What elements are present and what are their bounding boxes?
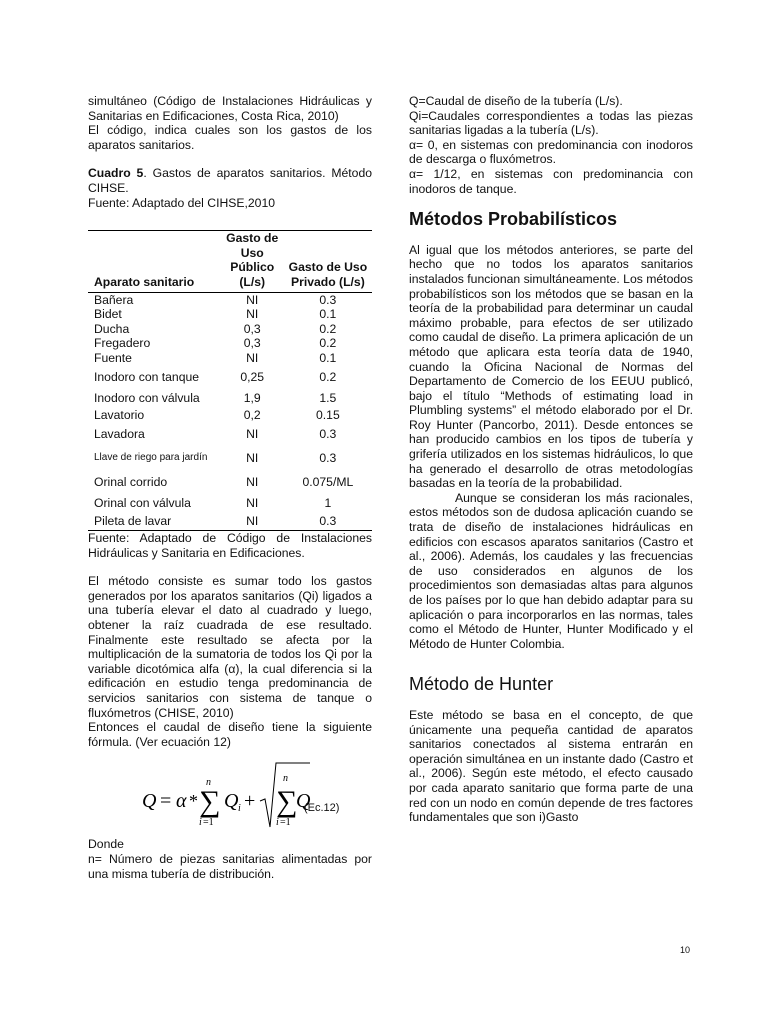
public-flow: 0,3 (243, 336, 261, 351)
public-flow: NI (246, 350, 259, 365)
heading-probabilistic-methods: Métodos Probabilísticos (409, 209, 618, 230)
fixture-name: Bañera (94, 292, 134, 307)
definition-alpha-1-12: α= 1/12, en sistemas con predominancia con inodoros de tanque. (409, 166, 693, 196)
table-row (88, 446, 372, 470)
fixture-name: Fuente (94, 350, 132, 365)
svg-text:=1: =1 (203, 817, 214, 829)
table-header-row (88, 231, 372, 292)
page-number: 10 (680, 945, 691, 955)
fixture-name: Ducha (94, 321, 130, 336)
svg-text:*: * (189, 791, 198, 812)
table-caption (88, 166, 372, 195)
right-column (409, 94, 693, 825)
public-flow: NI (246, 426, 259, 441)
table-row (88, 366, 372, 390)
private-flow: 0.15 (316, 407, 340, 422)
svg-text:α: α (176, 790, 187, 813)
table-row (88, 307, 372, 322)
svg-text:∑: ∑ (276, 785, 298, 819)
table-row (88, 408, 372, 423)
public-flow: 1,9 (243, 391, 261, 406)
paragraph-code: El código, indica cuales son los gastos de los aparatos sanitarios. (88, 123, 372, 152)
svg-text:i: i (238, 803, 241, 815)
private-flow: 0.075/ML (302, 474, 354, 489)
public-flow: 0,25 (240, 370, 265, 385)
left-column (88, 94, 372, 881)
private-flow: 0.2 (319, 370, 337, 385)
header-fixture: Aparato sanitario (94, 274, 195, 289)
fixture-name: Bidet (94, 307, 122, 322)
fixture-name: Pileta de lavar (94, 513, 172, 528)
fixture-name: Lavatorio (94, 407, 145, 422)
paragraph-probabilistic-2: Aunque se consideran los más racionales, estos métodos son de dudosa aplicación cuando se trata de diseño de instalaciones hidráulicas en edificios con escasos aparatos sanitarios (Castro et al., 2006). Además, los caudales y las frecuencias de uso considerados en algunos de los procedimientos son demasiadas altas para algunos de los países por lo que han debido adaptar para su aplicación o para incorporarlos en las normas, tales como el Método de Hunter, Hunter Modificado y el Método de Hunter Colombia. (409, 490, 693, 651)
public-flow: 0,2 (243, 407, 261, 422)
public-flow: NI (246, 450, 259, 465)
svg-text:=1: =1 (280, 817, 291, 829)
public-flow: NI (246, 307, 259, 322)
caption-text: . Gastos de aparatos sanitarios. Método CIHSE. (88, 166, 373, 195)
svg-text:n: n (206, 777, 211, 789)
svg-text:∑: ∑ (199, 785, 221, 819)
svg-text:i: i (199, 817, 202, 829)
paragraph-intro: simultáneo (Código de Instalaciones Hidráulicas y Sanitarias en Edificaciones, Costa Rica, 2010) (88, 94, 372, 123)
private-flow: 0.3 (319, 513, 337, 528)
table-row (88, 351, 372, 366)
fixture-name: Inodoro con válvula (94, 391, 200, 406)
header-public: Gasto de Uso Público (L/s) (226, 231, 279, 289)
fixture-name: Fregadero (94, 336, 151, 351)
table-row (88, 422, 372, 446)
paragraph-method: El método consiste es sumar todo los gastos generados por los aparatos sanitarios (Qi) ligados a una tubería elevar el dato al cuadrado y luego, obtener la raíz cuadrada de ese resultado. Finalmente este resultado se afecta por la multiplicación de la sumatoria de todos los Qi por la variable dicotómica alfa (α), la cual diferencia si la edificación en estudio tenga predominancia de servicios sanitarios con sistema de tanque o fluxómetros (CHISE, 2010) (88, 574, 372, 720)
private-flow: 0.1 (319, 307, 337, 322)
equation-12 (88, 757, 372, 835)
public-flow: NI (246, 513, 259, 528)
fixture-name: Lavadora (94, 426, 145, 441)
caption-label: Cuadro 5 (88, 166, 144, 181)
private-flow: 0.3 (319, 292, 337, 307)
public-flow: NI (246, 495, 259, 510)
private-flow: 0.3 (319, 450, 337, 465)
heading-hunter-method: Método de Hunter (409, 674, 554, 695)
fixtures-table (88, 230, 372, 531)
private-flow: 0.1 (319, 350, 337, 365)
private-flow: 0.2 (319, 321, 337, 336)
paragraph-where: Donde (88, 837, 124, 852)
equation-label: (Ec.12) (304, 802, 340, 815)
table-row (88, 292, 372, 307)
fixture-name: Inodoro con tanque (94, 370, 200, 385)
svg-text:Q: Q (296, 790, 311, 813)
caption-source: Fuente: Adaptado del CIHSE,2010 (88, 195, 276, 210)
svg-text:i: i (276, 817, 279, 829)
paragraph-hunter: Este método se basa en el concepto, de que únicamente una pequeña cantidad de aparatos sanitarios conectados al sistema entrarán en operación simultánea en un instante dado (Castro et al., 2006). Según este método, el efecto causado por cada aparato sanitario que forma parte de una red con un nodo en común depende de tres factores fundamentales que son i)Gasto (409, 707, 693, 825)
definition-alpha-0: α= 0, en sistemas con predominancia con inodoros de descarga o fluxómetros. (409, 137, 693, 167)
table-source: Fuente: Adaptado de Código de Instalaciones Hidráulicas y Sanitaria en Edificaciones. (88, 531, 372, 560)
private-flow: 1 (324, 495, 332, 510)
design-flow-equation (142, 757, 312, 835)
table-row (88, 336, 372, 351)
definition-n: n= Número de piezas sanitarias alimentadas por una misma tubería de distribución. (88, 852, 372, 881)
svg-text:+: + (244, 790, 256, 813)
fixture-name: Orinal corrido (94, 474, 168, 489)
fixture-name: Llave de riego para jardín (94, 451, 208, 463)
definition-qi: Qi=Caudales correspondientes a todas las piezas sanitarias ligadas a la tubería (L/s). (409, 108, 693, 138)
table-body (88, 292, 372, 531)
svg-text:=: = (160, 790, 172, 813)
private-flow: 0.3 (319, 426, 337, 441)
table-row (88, 512, 372, 531)
paragraph-formula-intro: Entonces el caudal de diseño tiene la siguiente fórmula. (Ver ecuación 12) (88, 720, 372, 749)
table-row (88, 322, 372, 337)
definition-q: Q=Caudal de diseño de la tubería (L/s). (409, 94, 623, 108)
table-row (88, 470, 372, 494)
paragraph-probabilistic-1: Al igual que los métodos anteriores, se parte del hecho que no todos los aparatos sanitarios instalados funcionan simultáneamente. Los métodos probabilísticos son los métodos que se basan en la teoría de la probabilidad para determinar un caudal máximo probable, para efectos de ser utilizado como caudal de diseño. La primera aplicación de un método que aplicara esta teoría data de 1940, cuando la Oficina Nacional de Normas del Departamento de Comercio de los EEUU publicó, bajo el título “Methods of estimating load in Plumbling systems” el método elaborado por el Dr. Roy Hunter (Pancorbo, 2011). Desde entonces se han producido cambios en los tipos de tubería y grifería utilizados en los sistemas hidráulicos, lo que ha generado el desarrollo de otras metodologías basadas en la teoría de la probabilidad. (409, 242, 693, 491)
header-private: Gasto de Uso Privado (L/s) (288, 260, 368, 289)
private-flow: 0.2 (319, 336, 337, 351)
public-flow: NI (246, 292, 259, 307)
table-row (88, 390, 372, 408)
public-flow: 0,3 (243, 321, 261, 336)
public-flow: NI (246, 474, 259, 489)
svg-text:Q: Q (224, 790, 239, 813)
fixture-name: Orinal con válvula (94, 495, 191, 510)
svg-text:n: n (283, 773, 288, 785)
private-flow: 1.5 (319, 391, 337, 406)
svg-text:Q: Q (142, 790, 157, 813)
table-row (88, 494, 372, 512)
